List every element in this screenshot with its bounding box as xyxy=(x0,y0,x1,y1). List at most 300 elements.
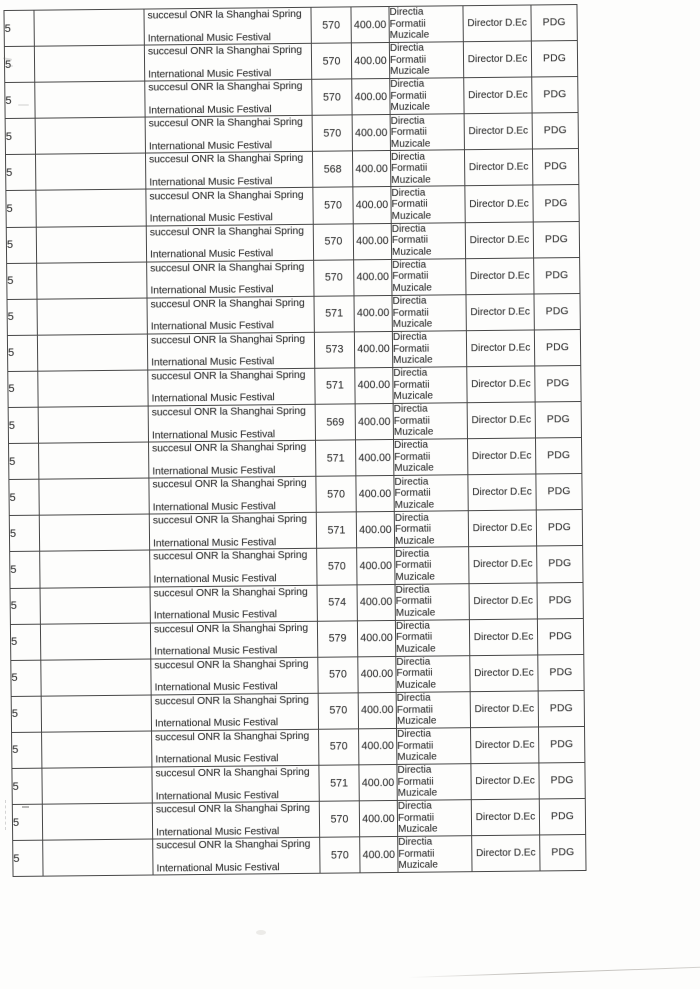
cell-value xyxy=(358,692,396,728)
table-row xyxy=(12,726,585,768)
cell-description xyxy=(144,43,311,81)
department-line-3: Muzicale xyxy=(397,787,438,800)
description-line-2: International Music Festival xyxy=(147,31,271,45)
cell-value xyxy=(355,367,393,403)
cell-row-number xyxy=(8,371,38,407)
cell-value xyxy=(355,440,393,476)
approver-text: Director D.Ec xyxy=(468,161,529,174)
approver-text: Director D.Ec xyxy=(470,342,531,355)
report-table-wrap xyxy=(3,4,585,877)
approver-text: Director D.Ec xyxy=(469,234,530,246)
amount-text: 571 xyxy=(325,307,344,320)
table-row xyxy=(7,329,580,371)
signature-text: PDG xyxy=(546,378,570,390)
cell-approver xyxy=(471,727,539,764)
cell-row-number xyxy=(9,515,39,551)
department-line-3: Muzicale xyxy=(394,462,434,475)
cell-row-number xyxy=(11,696,41,732)
cell-value xyxy=(352,79,390,115)
description-line-1: succesul ONR la Shanghai Spring xyxy=(155,802,310,816)
description-line-1: succesul ONR la Shanghai Spring xyxy=(149,189,304,203)
table-row xyxy=(10,618,583,660)
cell-amount xyxy=(317,548,357,585)
cell-approver xyxy=(465,185,533,222)
department-line-2: Formatii xyxy=(393,379,430,391)
department-line-1: Directia xyxy=(391,187,426,199)
description-line-2: International Music Festival xyxy=(149,248,274,261)
description-line-2: International Music Festival xyxy=(154,681,278,694)
cell-department xyxy=(395,619,469,656)
department-line-1: Directia xyxy=(394,512,429,524)
description-line-1: succesul ONR la Shanghai Spring xyxy=(150,333,305,347)
cell-blank xyxy=(41,695,151,732)
department-line-3: Muzicale xyxy=(392,318,433,331)
description-line-1: succesul ONR la Shanghai Spring xyxy=(152,442,307,455)
approver-text: Director D.Ec xyxy=(471,378,531,391)
approver-text: Director D.Ec xyxy=(467,53,528,66)
cell-row-number xyxy=(9,479,39,515)
cell-approver xyxy=(464,149,532,186)
department-line-2: Formatii xyxy=(391,162,428,175)
row-number-text: 5 xyxy=(5,130,12,143)
amount-text: 568 xyxy=(323,163,342,176)
cell-row-number xyxy=(6,191,36,227)
cell-blank xyxy=(34,9,144,46)
table-row xyxy=(5,113,578,155)
approver-text: Director D.Ec xyxy=(470,306,530,318)
row-number-text: 5 xyxy=(13,852,20,865)
table-row xyxy=(13,835,586,877)
cell-description xyxy=(145,79,312,117)
cell-department xyxy=(395,583,469,620)
description-line-2: International Music Festival xyxy=(152,500,276,514)
department-line-3: Muzicale xyxy=(390,65,430,78)
cell-signature xyxy=(532,77,578,114)
description-lines xyxy=(146,152,312,189)
table-row xyxy=(6,221,579,263)
cell-signature xyxy=(537,582,583,619)
description-line-1: succesul ONR la Shanghai Spring xyxy=(155,766,310,780)
description-line-2: International Music Festival xyxy=(149,176,273,189)
approver-text: Director D.Ec xyxy=(471,414,532,427)
signature-text: PDG xyxy=(543,125,567,137)
cell-signature xyxy=(540,835,586,872)
department-line-1: Directia xyxy=(395,620,430,632)
cell-amount xyxy=(315,404,355,441)
department-line-1: Directia xyxy=(392,295,427,308)
cell-signature xyxy=(537,546,583,583)
row-number-text: 5 xyxy=(9,491,16,504)
cell-blank xyxy=(37,262,147,299)
department-line-2: Formatii xyxy=(393,415,430,427)
cell-amount xyxy=(311,43,351,80)
row-number-text: 5 xyxy=(9,455,16,468)
cell-row-number xyxy=(10,552,40,588)
cell-department xyxy=(392,258,466,295)
cell-blank xyxy=(37,298,147,335)
cell-amount xyxy=(319,765,359,802)
department-line-2: Formatii xyxy=(397,776,434,788)
cell-department xyxy=(390,114,464,151)
cell-blank xyxy=(35,117,145,154)
cell-department xyxy=(397,800,471,837)
table-row xyxy=(9,438,582,480)
cell-signature xyxy=(532,149,578,186)
signature-text: PDG xyxy=(550,811,575,823)
cell-department xyxy=(390,150,464,187)
approver-text: Director D.Ec xyxy=(473,595,533,607)
scan-artifact-bottom-line xyxy=(408,967,700,978)
value-text: 400.00 xyxy=(355,199,389,212)
cell-row-number xyxy=(11,660,41,696)
table-row xyxy=(7,257,580,299)
cell-description xyxy=(152,801,319,839)
cell-row-number xyxy=(7,335,37,371)
row-number-text: 5 xyxy=(12,816,20,829)
cell-row-number xyxy=(12,768,42,804)
cell-blank xyxy=(40,587,150,624)
cell-amount xyxy=(319,801,359,838)
cell-row-number xyxy=(6,227,36,263)
amount-text: 570 xyxy=(329,740,348,754)
description-line-1: succesul ONR la Shanghai Spring xyxy=(154,694,309,708)
cell-amount xyxy=(316,476,356,513)
cell-row-number xyxy=(4,46,34,82)
cell-blank xyxy=(39,514,149,551)
cell-value xyxy=(356,476,394,512)
description-lines xyxy=(153,838,319,875)
description-line-1: succesul ONR la Shanghai Spring xyxy=(155,730,310,744)
table-row xyxy=(12,799,585,841)
department-line-1: Directia xyxy=(396,692,431,705)
department-line-1: Directia xyxy=(393,403,428,416)
cell-department xyxy=(396,691,470,728)
department-line-1: Directia xyxy=(392,259,427,271)
description-lines xyxy=(152,730,318,767)
cell-signature xyxy=(533,185,579,222)
department-line-2: Formatii xyxy=(390,126,427,139)
cell-description xyxy=(147,260,314,298)
cell-department xyxy=(391,222,465,259)
row-number-text: 5 xyxy=(7,311,14,324)
description-line-2: International Music Festival xyxy=(148,103,272,117)
value-text: 400.00 xyxy=(362,812,395,825)
report-table xyxy=(3,4,586,877)
cell-signature xyxy=(531,5,577,42)
approver-text: Director D.Ec xyxy=(475,775,535,788)
department-line-3: Muzicale xyxy=(391,210,432,222)
cell-department xyxy=(394,511,468,548)
signature-text: PDG xyxy=(545,269,569,282)
value-text: 400.00 xyxy=(359,523,392,537)
cell-blank xyxy=(41,659,151,696)
cell-row-number xyxy=(13,840,43,876)
description-line-1: succesul ONR la Shanghai Spring xyxy=(151,369,306,383)
description-lines xyxy=(149,405,315,442)
department-line-1: Directia xyxy=(390,79,425,91)
cell-value xyxy=(354,331,392,367)
department-line-3: Muzicale xyxy=(398,859,438,872)
description-line-2: International Music Festival xyxy=(151,392,275,405)
department-line-3: Muzicale xyxy=(390,102,431,114)
row-number-text: 5 xyxy=(8,347,15,360)
description-line-1: succesul ONR la Shanghai Spring xyxy=(154,658,309,672)
department-line-3: Muzicale xyxy=(396,715,437,728)
amount-text: 571 xyxy=(327,524,346,537)
cell-signature xyxy=(539,726,585,763)
cell-description xyxy=(148,404,315,442)
description-line-1: succesul ONR la Shanghai Spring xyxy=(150,297,305,311)
department-line-1: Directia xyxy=(397,764,432,777)
row-number-text: 5 xyxy=(12,744,19,757)
department-line-3: Muzicale xyxy=(392,282,432,294)
department-line-2: Formatii xyxy=(392,307,429,319)
cell-value xyxy=(352,151,390,187)
department-line-2: Formatii xyxy=(394,451,431,463)
department-line-3: Muzicale xyxy=(393,426,434,439)
description-line-2: International Music Festival xyxy=(151,428,276,442)
amount-text: 570 xyxy=(322,19,341,32)
department-line-2: Formatii xyxy=(394,523,432,536)
department-line-2: Formatii xyxy=(392,271,429,283)
description-lines xyxy=(146,116,312,153)
cell-value xyxy=(356,512,394,548)
description-line-2: International Music Festival xyxy=(153,537,277,550)
cell-blank xyxy=(42,767,152,804)
cell-signature xyxy=(532,113,578,150)
description-line-2: International Music Festival xyxy=(156,825,280,839)
signature-text: PDG xyxy=(547,522,572,534)
cell-amount xyxy=(312,151,352,188)
description-line-1: succesul ONR la Shanghai Spring xyxy=(147,45,302,58)
value-text: 400.00 xyxy=(360,632,393,645)
cell-department xyxy=(392,294,466,331)
cell-approver xyxy=(468,474,536,511)
cell-amount xyxy=(316,440,356,477)
cell-approver xyxy=(465,222,533,259)
cell-value xyxy=(351,43,389,79)
amount-text: 570 xyxy=(329,668,347,681)
cell-department xyxy=(394,475,468,512)
department-line-3: Muzicale xyxy=(396,643,436,655)
cell-signature xyxy=(535,402,581,439)
cell-approver xyxy=(466,258,534,295)
department-line-2: Formatii xyxy=(398,848,435,860)
cell-description xyxy=(150,549,317,587)
cell-value xyxy=(353,223,391,259)
table-row xyxy=(12,762,585,804)
department-line-1: Directia xyxy=(393,367,428,380)
cell-approver xyxy=(470,655,538,692)
department-line-2: Formatii xyxy=(389,54,427,66)
department-line-3: Muzicale xyxy=(398,823,438,836)
description-lines xyxy=(149,441,315,478)
value-text: 400.00 xyxy=(360,668,394,681)
approver-text: Director D.Ec xyxy=(473,631,534,643)
cell-department xyxy=(389,42,463,79)
cell-amount xyxy=(314,296,354,333)
department-line-2: Formatii xyxy=(395,559,432,572)
value-text: 400.00 xyxy=(354,90,388,104)
table-row xyxy=(11,654,584,696)
signature-text: PDG xyxy=(543,89,567,101)
department-line-1: Directia xyxy=(389,43,424,55)
cell-approver xyxy=(467,438,535,475)
cell-signature xyxy=(539,799,585,836)
description-line-2: International Music Festival xyxy=(148,140,273,153)
cell-blank xyxy=(36,226,146,263)
department-line-1: Directia xyxy=(396,656,431,668)
cell-amount xyxy=(317,584,357,621)
cell-amount xyxy=(317,620,357,657)
cell-blank xyxy=(42,803,152,840)
row-number-text: 5 xyxy=(11,672,18,685)
department-line-3: Muzicale xyxy=(394,499,435,511)
cell-department xyxy=(397,728,471,765)
signature-text: PDG xyxy=(548,594,572,606)
amount-text: 570 xyxy=(323,91,341,104)
cell-blank xyxy=(40,550,150,587)
signature-text: PDG xyxy=(547,450,571,462)
department-line-2: Formatii xyxy=(395,595,432,608)
row-number-text: 5 xyxy=(8,419,16,432)
cell-blank xyxy=(35,153,145,190)
department-line-1: Directia xyxy=(395,548,430,560)
value-text: 400.00 xyxy=(359,559,393,573)
value-text: 400.00 xyxy=(362,848,396,862)
cell-approver xyxy=(467,402,535,439)
cell-department xyxy=(389,6,463,43)
cell-blank xyxy=(36,190,146,227)
description-line-1: succesul ONR la Shanghai Spring xyxy=(152,514,307,527)
cell-value xyxy=(359,764,397,800)
value-text: 400.00 xyxy=(356,235,389,248)
amount-text: 569 xyxy=(326,416,345,429)
signature-text: PDG xyxy=(544,233,569,245)
row-number-text: 5 xyxy=(6,239,14,252)
cell-row-number xyxy=(9,443,39,479)
row-number-text: 5 xyxy=(6,202,13,216)
cell-description xyxy=(150,621,317,659)
cell-amount xyxy=(319,729,359,766)
department-line-1: Directia xyxy=(398,837,433,849)
department-line-2: Formatii xyxy=(394,487,431,499)
table-row xyxy=(11,690,584,732)
signature-text: PDG xyxy=(544,197,568,209)
cell-row-number xyxy=(5,118,35,154)
description-lines xyxy=(153,802,319,839)
row-number-text: 5 xyxy=(4,58,12,71)
amount-text: 570 xyxy=(329,704,348,717)
signature-text: PDG xyxy=(542,17,566,29)
cell-department xyxy=(390,78,464,115)
description-line-1: succesul ONR la Shanghai Spring xyxy=(150,261,305,275)
department-line-2: Formatii xyxy=(391,198,428,211)
signature-text: PDG xyxy=(542,53,567,65)
cell-approver xyxy=(467,366,535,403)
cell-description xyxy=(152,729,319,767)
cell-value xyxy=(358,656,396,692)
description-line-2: International Music Festival xyxy=(156,861,280,875)
cell-description xyxy=(149,513,316,551)
signature-text: PDG xyxy=(548,558,572,570)
cell-approver xyxy=(463,41,531,78)
cell-department xyxy=(397,764,471,801)
cell-description xyxy=(147,296,314,334)
cell-amount xyxy=(313,223,353,260)
description-line-1: succesul ONR la Shanghai Spring xyxy=(148,81,303,94)
cell-approver xyxy=(469,546,537,583)
cell-description xyxy=(152,765,319,803)
description-line-1: succesul ONR la Shanghai Spring xyxy=(153,622,309,636)
approver-text: Director D.Ec xyxy=(469,198,529,210)
cell-department xyxy=(393,439,467,476)
cell-row-number xyxy=(5,155,35,191)
department-line-2: Formatii xyxy=(397,740,434,752)
cell-approver xyxy=(468,510,536,547)
cell-amount xyxy=(312,115,352,152)
table-row xyxy=(10,546,583,588)
department-line-2: Formatii xyxy=(396,668,433,680)
amount-text: 570 xyxy=(324,271,343,284)
description-line-2: International Music Festival xyxy=(149,212,273,225)
cell-department xyxy=(398,836,472,873)
cell-signature xyxy=(534,293,580,330)
value-text: 400.00 xyxy=(359,596,393,609)
amount-text: 570 xyxy=(323,127,342,140)
signature-text: PDG xyxy=(546,414,570,426)
cell-department xyxy=(393,403,467,440)
cell-row-number xyxy=(8,407,38,443)
description-line-1: succesul ONR la Shanghai Spring xyxy=(148,117,303,130)
cell-signature xyxy=(533,221,579,258)
cell-value xyxy=(351,6,389,42)
row-number-text: 5 xyxy=(12,780,19,793)
description-line-2: International Music Festival xyxy=(154,717,279,730)
cell-signature xyxy=(535,365,581,402)
description-lines xyxy=(147,224,313,261)
value-text: 400.00 xyxy=(361,740,394,753)
signature-text: PDG xyxy=(545,342,570,354)
cell-blank xyxy=(38,406,148,443)
cell-blank xyxy=(42,731,152,768)
department-line-3: Muzicale xyxy=(391,246,432,258)
cell-amount xyxy=(312,79,352,116)
description-lines xyxy=(148,297,314,334)
department-line-2: Formatii xyxy=(392,343,430,355)
description-line-1: succesul ONR la Shanghai Spring xyxy=(153,586,308,600)
cell-description xyxy=(148,368,315,406)
approver-text: Director D.Ec xyxy=(474,667,534,679)
amount-text: 573 xyxy=(325,343,344,357)
signature-text: PDG xyxy=(549,702,573,715)
table-row xyxy=(4,41,577,83)
department-line-3: Muzicale xyxy=(389,29,430,42)
cell-blank xyxy=(40,623,150,660)
approver-text: Director D.Ec xyxy=(468,89,528,102)
approver-text: Director D.Ec xyxy=(472,522,533,535)
department-line-3: Muzicale xyxy=(393,390,434,403)
department-line-1: Directia xyxy=(389,6,424,19)
description-lines xyxy=(149,477,315,514)
description-lines xyxy=(152,694,318,731)
department-line-3: Muzicale xyxy=(395,571,435,583)
cell-approver xyxy=(471,799,539,836)
cell-value xyxy=(354,259,392,295)
signature-text: PDG xyxy=(551,847,575,859)
value-text: 400.00 xyxy=(356,307,390,320)
description-lines xyxy=(150,549,316,586)
